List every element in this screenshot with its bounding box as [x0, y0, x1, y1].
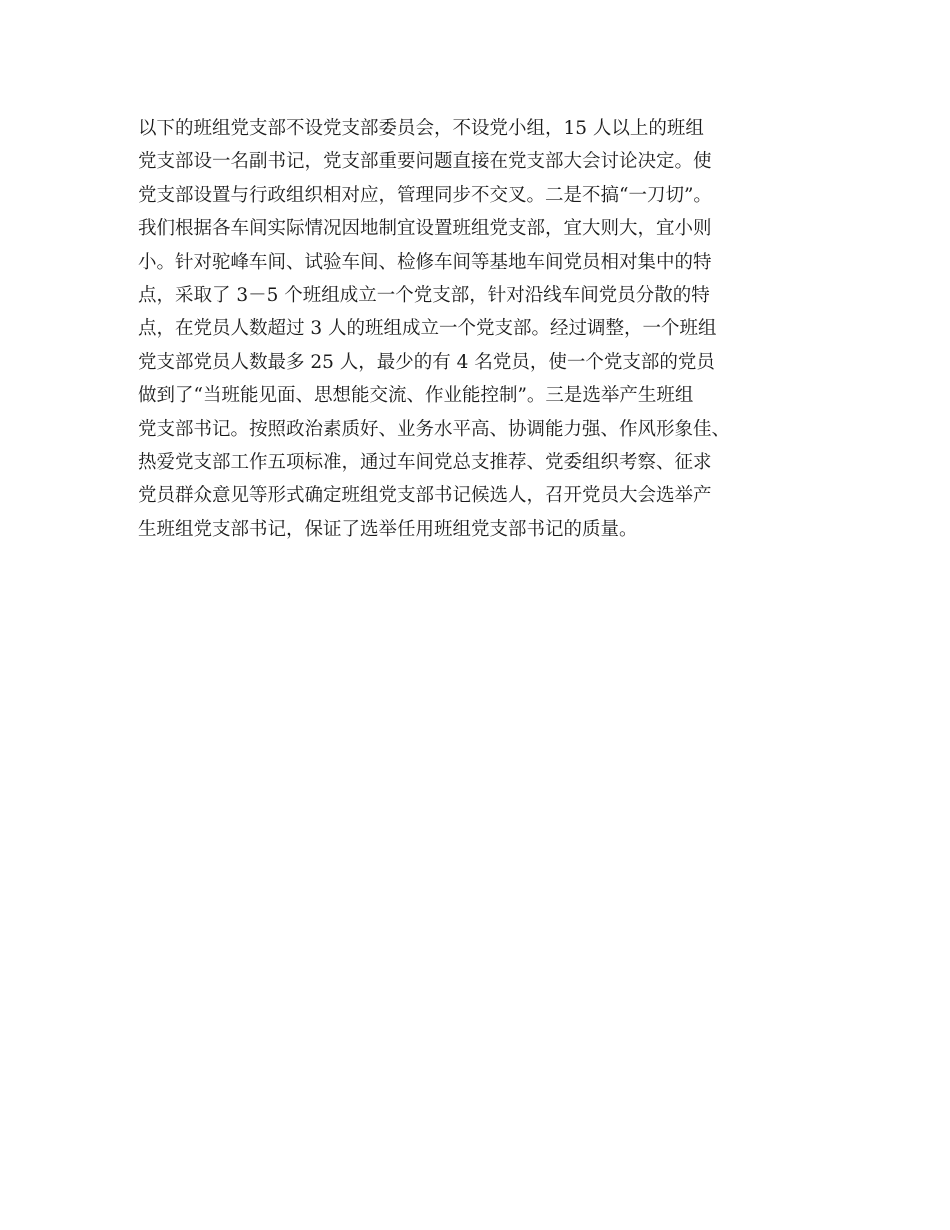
paragraph-line: 党支部党员人数最多 25 人，最少的有 4 名党员，使一个党支部的党员 [138, 351, 715, 373]
paragraph-line: 党支部设一名副书记，党支部重要问题直接在党支部大会讨论决定。使 [138, 151, 712, 173]
paragraph-line: 生班组党支部书记，保证了选举任用班组党支部书记的质量。 [138, 518, 638, 540]
paragraph-line: 党员群众意见等形式确定班组党支部书记候选人，召开党员大会选举产 [138, 485, 712, 507]
paragraph-line: 我们根据各车间实际情况因地制宜设置班组党支部，宜大则大，宜小则 [138, 218, 712, 240]
body-paragraph [138, 112, 828, 546]
paragraph-line: 以下的班组党支部不设党支部委员会，不设党小组，15 人以上的班组 [138, 118, 704, 139]
paragraph-line: 热爱党支部工作五项标准，通过车间党总支推荐、党委组织考察、征求 [138, 451, 712, 473]
paragraph-line: 做到了“当班能见面、思想能交流、作业能控制”。三是选举产生班组 [138, 385, 694, 407]
paragraph-line: 小。针对驼峰车间、试验车间、检修车间等基地车间党员相对集中的特 [138, 251, 712, 273]
paragraph-line: 党支部书记。按照政治素质好、业务水平高、协调能力强、作风形象佳、 [138, 418, 731, 440]
paragraph-line: 党支部设置与行政组织相对应，管理同步不交叉。二是不搞“一刀切”。 [138, 184, 712, 206]
paragraph-line: 点，在党员人数超过 3 人的班组成立一个党支部。经过调整，一个班组 [138, 318, 717, 340]
paragraph-line: 点，采取了 3－5 个班组成立一个党支部，针对沿线车间党员分散的特 [138, 284, 710, 306]
